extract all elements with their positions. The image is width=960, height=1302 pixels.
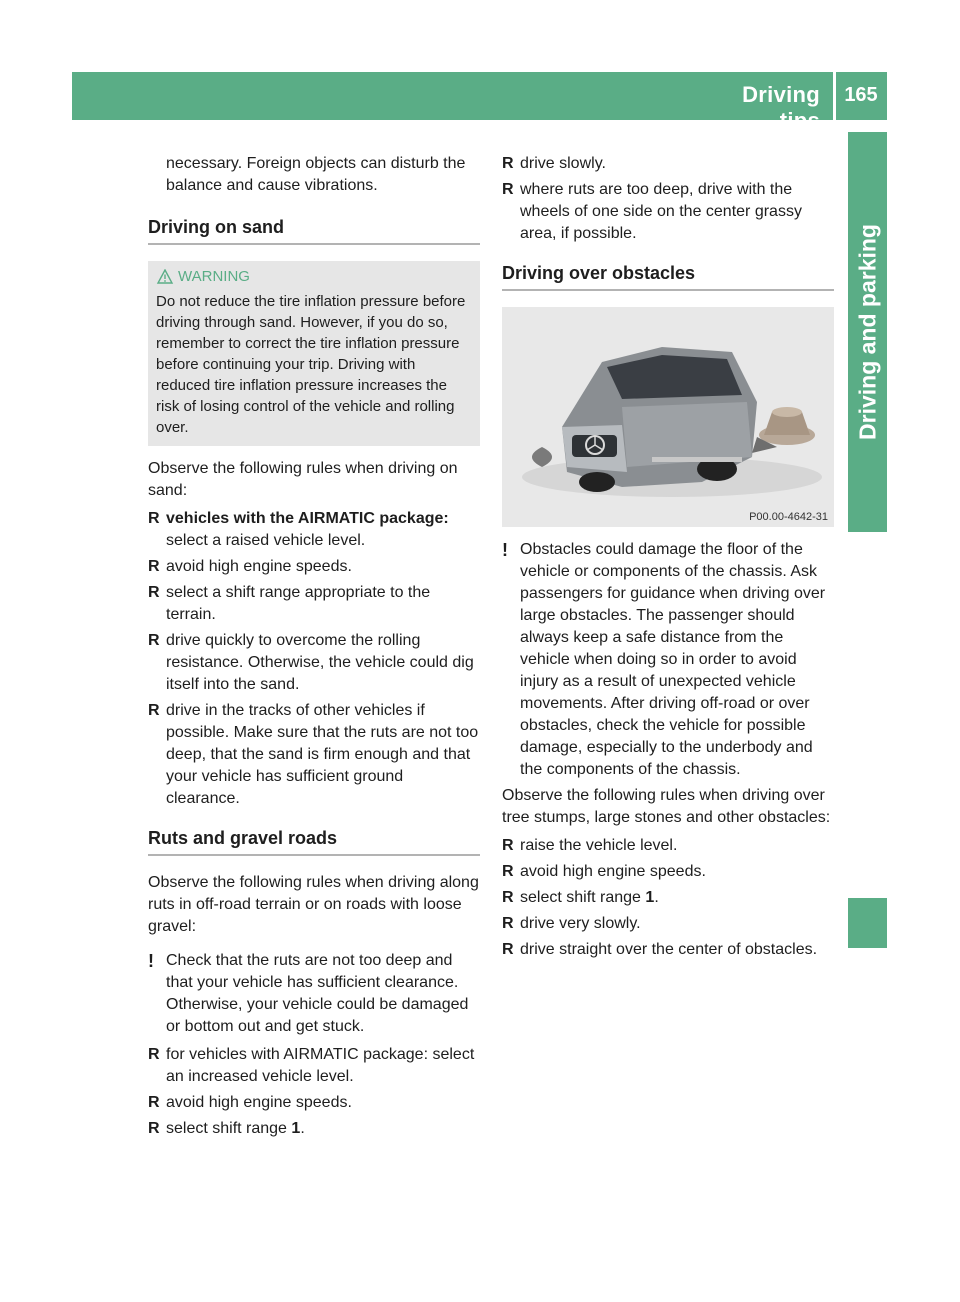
header-separator: [833, 72, 836, 120]
list-item: R select shift range 1.: [502, 889, 659, 906]
list-item: R avoid high engine speeds.: [148, 558, 352, 575]
ruts-rules-list-continued: [502, 153, 834, 245]
ruts-notice: ! Check that the ruts are not too deep and that your vehicle has sufficient clearance. Otherwise, your vehicle could be damaged or bottom out and get stuck.: [148, 951, 469, 1035]
list-item: R drive quickly to overcome the rolling resistance. Otherwise, the vehicle could dig itself into the sand.: [148, 632, 474, 693]
warning-text: Do not reduce the tire inflation pressure before driving through sand. However, if you do so, remember to correct the tire inflation pressure before continuing your trip. Driving with reduced tire inflation pressure increases the risk of losing control of the vehicle and rolling over.: [156, 293, 466, 436]
sand-intro: Observe the following rules when driving on sand:: [148, 460, 458, 499]
list-item: R drive slowly.: [502, 155, 606, 172]
left-column: [148, 153, 480, 1144]
notice-icon: !: [502, 540, 508, 560]
warning-label: WARNING: [178, 268, 250, 285]
warning-heading: [156, 267, 472, 287]
sand-rules-list: [148, 508, 480, 810]
page-number: 165: [844, 84, 878, 106]
header-title: Driving tips: [742, 82, 820, 133]
list-item: R avoid high engine speeds.: [502, 863, 706, 880]
obstacles-intro: Observe the following rules when driving over tree stumps, large stones and other obstacles:: [502, 787, 831, 826]
side-tab-label: Driving and parking: [854, 224, 880, 440]
obstacles-rules-list: [502, 835, 834, 961]
side-marker-block: [848, 898, 887, 948]
list-item: R select a shift range appropriate to the terrain.: [148, 584, 431, 623]
list-item: R avoid high engine speeds.: [148, 1094, 352, 1111]
vehicle-over-obstacle-figure: [502, 307, 834, 527]
ruts-rules-list: [148, 1044, 480, 1140]
list-item: R drive straight over the center of obstacles.: [502, 941, 818, 958]
list-item: R for vehicles with AIRMATIC package: select an increased vehicle level.: [148, 1046, 475, 1085]
list-item: R where ruts are too deep, drive with the wheels of one side on the center grassy area, if possible.: [502, 181, 802, 242]
right-column: [502, 153, 834, 965]
intro-text: necessary. Foreign objects can disturb the balance and cause vibrations.: [166, 155, 466, 194]
warning-triangle-icon: [156, 269, 174, 284]
figure-code: P00.00-4642-31: [749, 511, 828, 523]
list-item: R drive in the tracks of other vehicles if possible. Make sure that the ruts are not too deep, that the sand is firm enough and that your vehicle has sufficient ground clearance.: [148, 702, 479, 807]
warning-box: [148, 261, 480, 446]
suv-illustration: [502, 307, 834, 527]
ruts-intro: Observe the following rules when driving along ruts in off-road terrain or on roads with loose gravel:: [148, 874, 479, 935]
list-item: R select shift range 1.: [148, 1120, 305, 1137]
list-item: R drive very slowly.: [502, 915, 641, 932]
section-title-obstacles: Driving over obstacles: [502, 261, 834, 291]
notice-icon: !: [148, 951, 154, 971]
section-title-sand: Driving on sand: [148, 215, 480, 245]
side-tab-label-wrap: [848, 132, 887, 532]
section-title-ruts: Ruts and gravel roads: [148, 826, 480, 856]
list-item: R raise the vehicle level.: [502, 837, 678, 854]
obstacles-notice: ! Obstacles could damage the floor of the vehicle or components of the chassis. Ask passengers for guidance when driving over large obstacles. The passenger should always keep a safe distance from the vehicle when doing so in order to avoid injury as a result of unexpected vehicle movements. After driving off-road or over obstacles, check the vehicle for possible damage, especially to the underbody and the components of the chassis.: [502, 540, 826, 778]
list-item: R vehicles with the AIRMATIC package: select a raised vehicle level.: [148, 510, 449, 549]
